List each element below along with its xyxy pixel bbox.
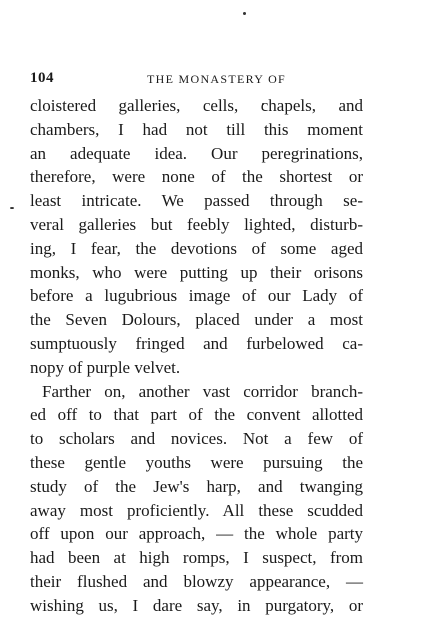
- text-line: study of the Jew's harp, and twanging: [30, 476, 363, 496]
- text-line: ing, I fear, the devotions of some aged: [30, 238, 363, 258]
- text-line: before a lugubrious image of our Lady of: [30, 286, 363, 306]
- text-line: nopy of purple velvet.: [30, 357, 181, 377]
- text-line: away most proficiently. All these scudded: [30, 500, 363, 520]
- ink-speck: [243, 12, 246, 15]
- text-line: cloistered galleries, cells, chapels, and: [30, 96, 363, 115]
- text-line: an adequate idea. Our peregrinations,: [30, 143, 363, 163]
- text-line: to scholars and novices. Not a few of: [30, 429, 363, 449]
- text-line: the Seven Dolours, placed under a most: [30, 310, 363, 330]
- text-line: had been at high romps, I suspect, from: [30, 548, 363, 568]
- running-head: [30, 70, 370, 90]
- text-line: off upon our approach, — the whole party: [30, 524, 363, 544]
- text-line: therefore, were none of the shortest or: [30, 167, 363, 187]
- text-line: ed off to that part of the convent allotted: [30, 405, 363, 425]
- text-line: wishing us, I dare say, in purgatory, or: [30, 595, 363, 615]
- text-line: least intricate. We passed through se-: [30, 191, 363, 211]
- text-line: these gentle youths were pursuing the: [30, 452, 363, 472]
- text-line: sumptuously fringed and furbelowed ca-: [30, 333, 363, 353]
- body-text: [30, 94, 363, 618]
- text-line: veral galleries but feebly lighted, disturb-: [30, 214, 363, 234]
- running-title: THE MONASTERY OF: [147, 72, 287, 86]
- text-line: Farther on, another vast corridor branch-: [42, 381, 363, 401]
- text-line: monks, who were putting up their orisons: [30, 262, 363, 282]
- ink-speck: [10, 207, 14, 209]
- text-line: their flushed and blowzy appearance, —: [30, 571, 363, 591]
- text-line: chambers, I had not till this moment: [30, 119, 363, 139]
- page-number: 104: [30, 70, 54, 86]
